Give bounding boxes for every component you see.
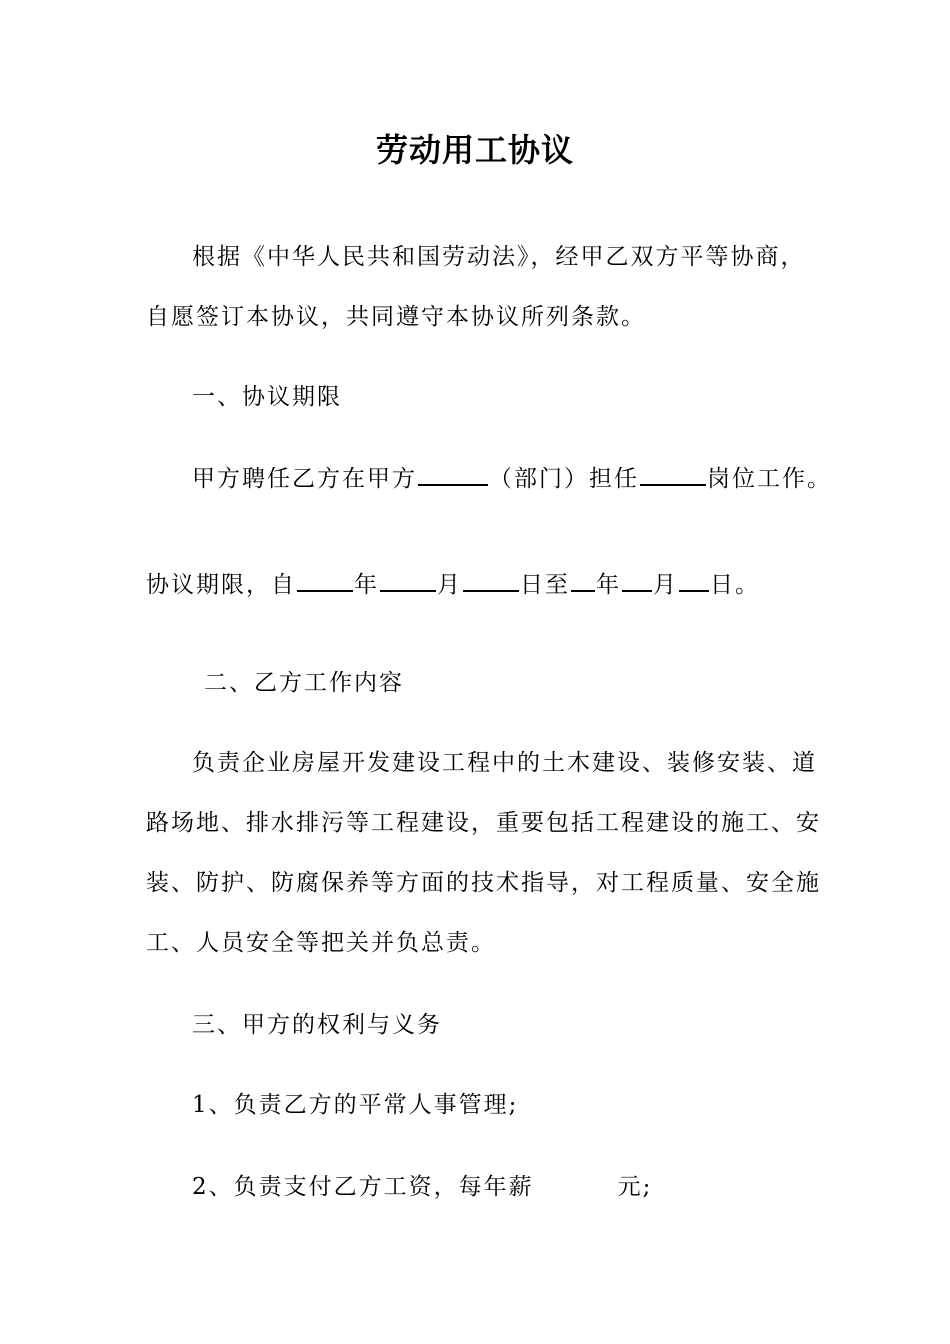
item-1: 1、负责乙方的平常人事管理; (192, 1092, 519, 1118)
item-2-unit: 元; (617, 1174, 653, 1200)
work-line-3: 装、防护、防腐保养等方面的技术指导，对工程质量、安全施 (146, 870, 821, 896)
intro-line-1: 根据《中华人民共和国劳动法》，经甲乙双方平等协商， (192, 244, 806, 270)
section-1-heading: 一、协议期限 (192, 384, 342, 410)
term-day-2: 日。 (710, 572, 760, 598)
intro-line-2: 自愿签订本协议，共同遵守本协议所列条款。 (146, 304, 646, 330)
end-day-blank (679, 568, 709, 592)
item-2 (192, 1170, 652, 1204)
start-year-blank (297, 568, 353, 592)
work-line-4: 工、人员安全等把关并负总责。 (146, 930, 496, 956)
term-day-1: 日至 (520, 572, 570, 598)
term-month-2: 月 (653, 572, 678, 598)
work-line-1: 负责企业房屋开发建设工程中的土木建设、装修安装、道 (192, 750, 817, 776)
employment-text-3: 岗位工作。 (707, 466, 832, 492)
term-text: 协议期限，自 (146, 572, 296, 598)
employment-text-1: 甲方聘任乙方在甲方 (192, 466, 417, 492)
document-title: 劳动用工协议 (375, 131, 574, 169)
start-day-blank (463, 568, 519, 592)
term-year-2: 年 (596, 572, 621, 598)
end-year-blank (571, 568, 595, 592)
employment-text-2: （部门）担任 (489, 466, 639, 492)
department-blank (418, 462, 488, 486)
position-blank (640, 462, 706, 486)
term-year-1: 年 (354, 572, 379, 598)
start-month-blank (380, 568, 436, 592)
section-3-heading: 三、甲方的权利与义务 (192, 1012, 442, 1038)
term-line (146, 568, 760, 602)
item-2-text: 2、负责支付乙方工资，每年薪 (192, 1174, 534, 1200)
end-month-blank (622, 568, 652, 592)
work-line-2: 路场地、排水排污等工程建设，重要包括工程建设的施工、安 (146, 810, 821, 836)
employment-line (192, 462, 832, 496)
section-2-heading: 二、乙方工作内容 (204, 670, 404, 696)
term-month-1: 月 (437, 572, 462, 598)
